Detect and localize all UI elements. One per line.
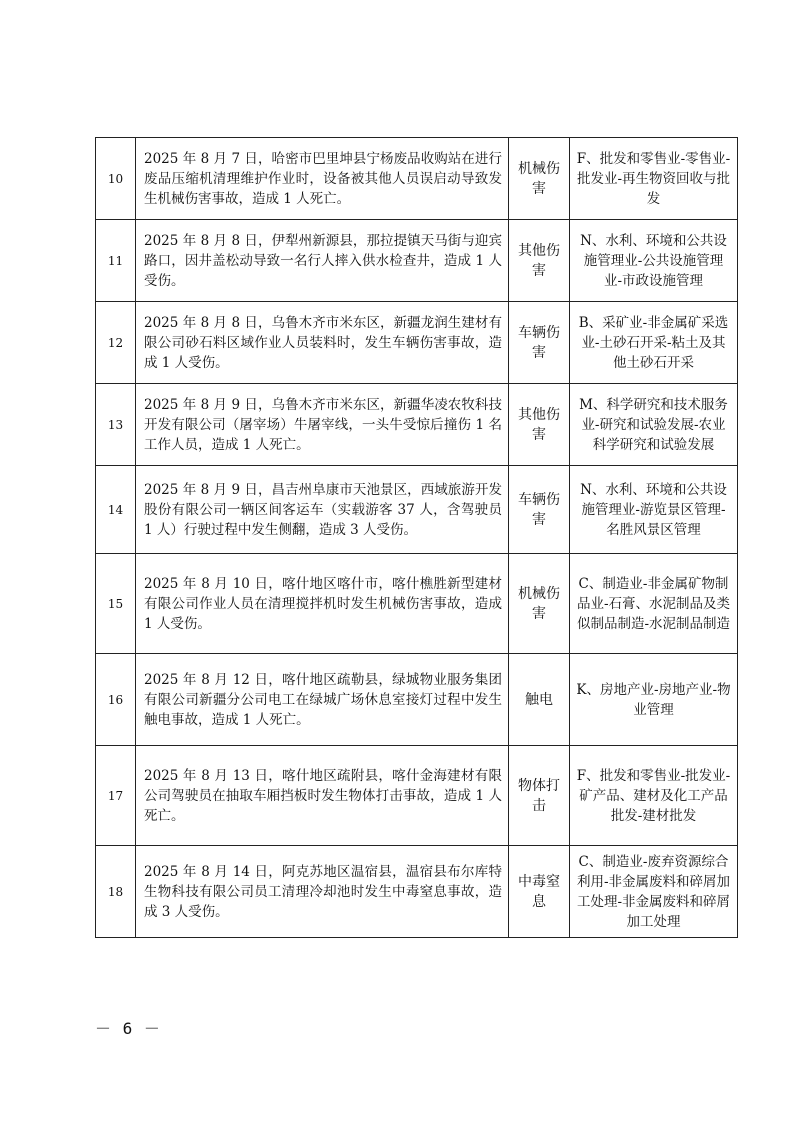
- incident-description: 2025 年 8 月 12 日，喀什地区疏勒县，绿城物业服务集团有限公司新疆分公司电工在绿城广场休息室接灯过程中发生触电事故，造成 1 人死亡。: [136, 654, 509, 746]
- industry-classification: N、水利、环境和公共设施管理业-公共设施管理业-市政设施管理: [570, 220, 738, 302]
- accident-type: 中毒窒息: [509, 846, 570, 938]
- row-number: 11: [96, 220, 136, 302]
- table-row: [96, 846, 738, 938]
- industry-classification: C、制造业-非金属矿物制品业-石膏、水泥制品及类似制品制造-水泥制品制造: [570, 554, 738, 654]
- table-row: [96, 746, 738, 846]
- table-row: [96, 554, 738, 654]
- incident-description: 2025 年 8 月 9 日，乌鲁木齐市米东区，新疆华凌农牧科技开发有限公司（屠宰场）牛屠宰线，一头牛受惊后撞伤 1 名工作人员，造成 1 人死亡。: [136, 384, 509, 466]
- incident-description: 2025 年 8 月 10 日，喀什地区喀什市，喀什樵胜新型建材有限公司作业人员在清理搅拌机时发生机械伤害事故，造成 1 人受伤。: [136, 554, 509, 654]
- table-row: [96, 384, 738, 466]
- table-row: [96, 302, 738, 384]
- table-row: [96, 138, 738, 220]
- row-number: 13: [96, 384, 136, 466]
- row-number: 12: [96, 302, 136, 384]
- accident-type: 车辆伤害: [509, 302, 570, 384]
- accident-type: 机械伤害: [509, 554, 570, 654]
- industry-classification: F、批发和零售业-零售业-批发业-再生物资回收与批发: [570, 138, 738, 220]
- incident-description: 2025 年 8 月 13 日，喀什地区疏附县，喀什金海建材有限公司驾驶员在抽取车厢挡板时发生物体打击事故，造成 1 人死亡。: [136, 746, 509, 846]
- industry-classification: K、房地产业-房地产业-物业管理: [570, 654, 738, 746]
- industry-classification: C、制造业-废弃资源综合利用-非金属废料和碎屑加工处理-非金属废料和碎屑加工处理: [570, 846, 738, 938]
- incident-description: 2025 年 8 月 14 日，阿克苏地区温宿县，温宿县布尔库特生物科技有限公司员工清理冷却池时发生中毒窒息事故，造成 3 人受伤。: [136, 846, 509, 938]
- incident-description: 2025 年 8 月 8 日，伊犁州新源县，那拉提镇天马街与迎宾路口，因井盖松动导致一名行人摔入供水检查井，造成 1 人受伤。: [136, 220, 509, 302]
- accident-type: 物体打击: [509, 746, 570, 846]
- accident-type: 车辆伤害: [509, 466, 570, 554]
- incident-table: [95, 137, 738, 938]
- accident-type: 其他伤害: [509, 384, 570, 466]
- industry-classification: F、批发和零售业-批发业-矿产品、建材及化工产品批发-建材批发: [570, 746, 738, 846]
- industry-classification: M、科学研究和技术服务业-研究和试验发展-农业科学研究和试验发展: [570, 384, 738, 466]
- page-number: － 6 －: [95, 1019, 161, 1038]
- row-number: 10: [96, 138, 136, 220]
- industry-classification: B、采矿业-非金属矿采选业-土砂石开采-粘土及其他土砂石开采: [570, 302, 738, 384]
- industry-classification: N、水利、环境和公共设施管理业-游览景区管理-名胜风景区管理: [570, 466, 738, 554]
- row-number: 14: [96, 466, 136, 554]
- incident-description: 2025 年 8 月 9 日，昌吉州阜康市天池景区，西域旅游开发股份有限公司一辆区间客运车（实载游客 37 人，含驾驶员 1 人）行驶过程中发生侧翻，造成 3 人受伤。: [136, 466, 509, 554]
- accident-type: 其他伤害: [509, 220, 570, 302]
- row-number: 15: [96, 554, 136, 654]
- incident-table-body: [96, 138, 738, 938]
- accident-type: 机械伤害: [509, 138, 570, 220]
- table-row: [96, 466, 738, 554]
- row-number: 17: [96, 746, 136, 846]
- accident-type: 触电: [509, 654, 570, 746]
- table-row: [96, 220, 738, 302]
- row-number: 18: [96, 846, 136, 938]
- table-row: [96, 654, 738, 746]
- row-number: 16: [96, 654, 136, 746]
- incident-description: 2025 年 8 月 7 日，哈密市巴里坤县宁杨废品收购站在进行废品压缩机清理维护作业时，设备被其他人员误启动导致发生机械伤害事故，造成 1 人死亡。: [136, 138, 509, 220]
- incident-description: 2025 年 8 月 8 日，乌鲁木齐市米东区，新疆龙润生建材有限公司砂石料区域作业人员装料时，发生车辆伤害事故，造成 1 人受伤。: [136, 302, 509, 384]
